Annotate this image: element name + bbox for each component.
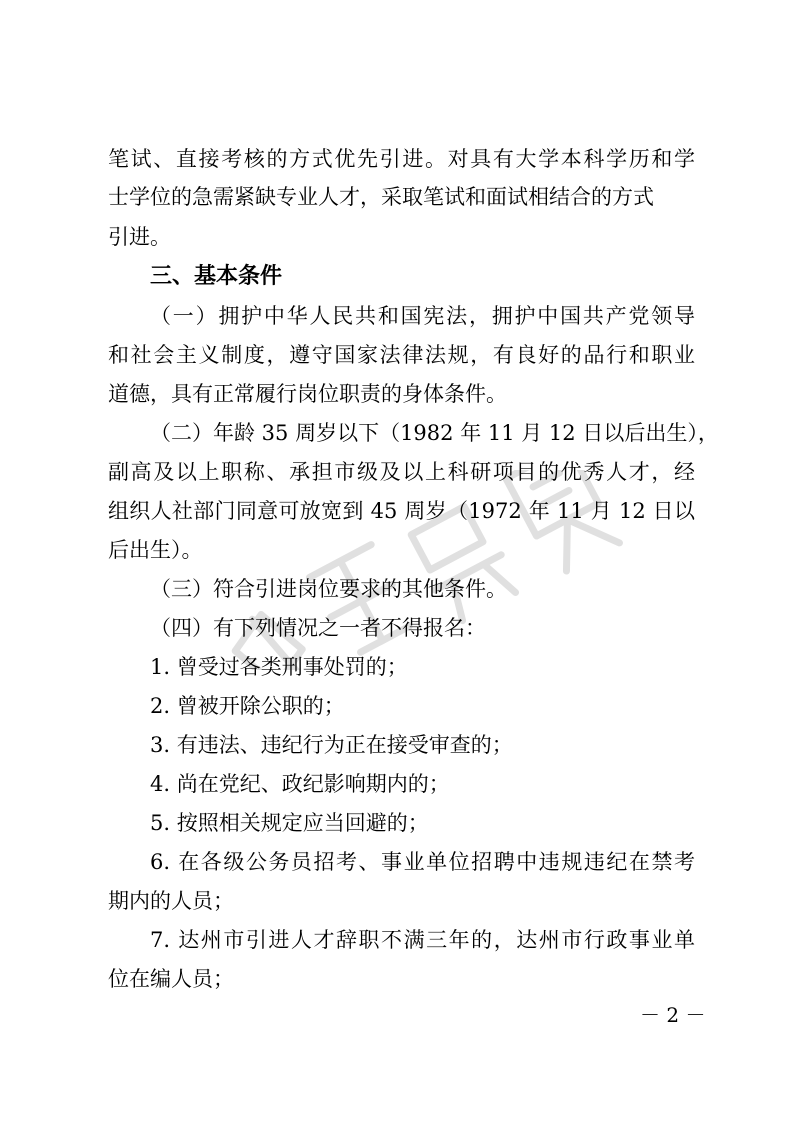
body-line-1: 笔试、直接考核的方式优先引进。对具有大学本科学历和学 bbox=[108, 147, 695, 171]
item-3-line-1: （三）符合引进岗位要求的其他条件。 bbox=[150, 577, 507, 601]
sub-item-7-line-1: 7. 达州市引进人才辞职不满三年的，达州市行政事业单 bbox=[150, 928, 695, 952]
item-2-line-4: 后出生）。 bbox=[108, 538, 203, 562]
page-number: － 2 － bbox=[640, 1003, 706, 1027]
item-2-line-3: 组织人社部门同意可放宽到 45 周岁（1972 年 11 月 12 日以 bbox=[108, 499, 695, 523]
sub-item-4: 4. 尚在党纪、政纪影响期内的； bbox=[150, 772, 450, 796]
section-heading: 三、基本条件 bbox=[150, 264, 283, 289]
item-1-line-3: 道德，具有正常履行岗位职责的身体条件。 bbox=[108, 382, 507, 406]
item-4-line-1: （四）有下列情况之一者不得报名： bbox=[150, 616, 486, 640]
body-line-2: 士学位的急需紧缺专业人才，采取笔试和面试相结合的方式 bbox=[108, 185, 654, 209]
sub-item-6-line-1: 6. 在各级公务员招考、事业单位招聘中违规违纪在禁考 bbox=[150, 850, 695, 874]
sub-item-7-line-2: 位在编人员； bbox=[108, 967, 234, 991]
sub-item-2: 2. 曾被开除公职的； bbox=[150, 694, 345, 718]
sub-item-6-line-2: 期内的人员； bbox=[108, 889, 234, 913]
item-2-line-1: （二）年龄 35 周岁以下（1982 年 11 月 12 日以后出生）， bbox=[150, 421, 719, 445]
sub-item-5: 5. 按照相关规定应当回避的； bbox=[150, 811, 429, 835]
item-2-line-2: 副高及以上职称、承担市级及以上科研项目的优秀人才，经 bbox=[108, 460, 695, 484]
body-line-3: 引进。 bbox=[108, 225, 171, 249]
sub-item-3: 3. 有违法、违纪行为正在接受审查的； bbox=[150, 733, 513, 757]
sub-item-1: 1. 曾受过各类刑事处罚的； bbox=[150, 655, 408, 679]
item-1-line-1: （一）拥护中华人民共和国宪法，拥护中国共产党领导 bbox=[150, 304, 695, 328]
item-1-line-2: 和社会主义制度，遵守国家法律法规，有良好的品行和职业 bbox=[108, 343, 695, 367]
